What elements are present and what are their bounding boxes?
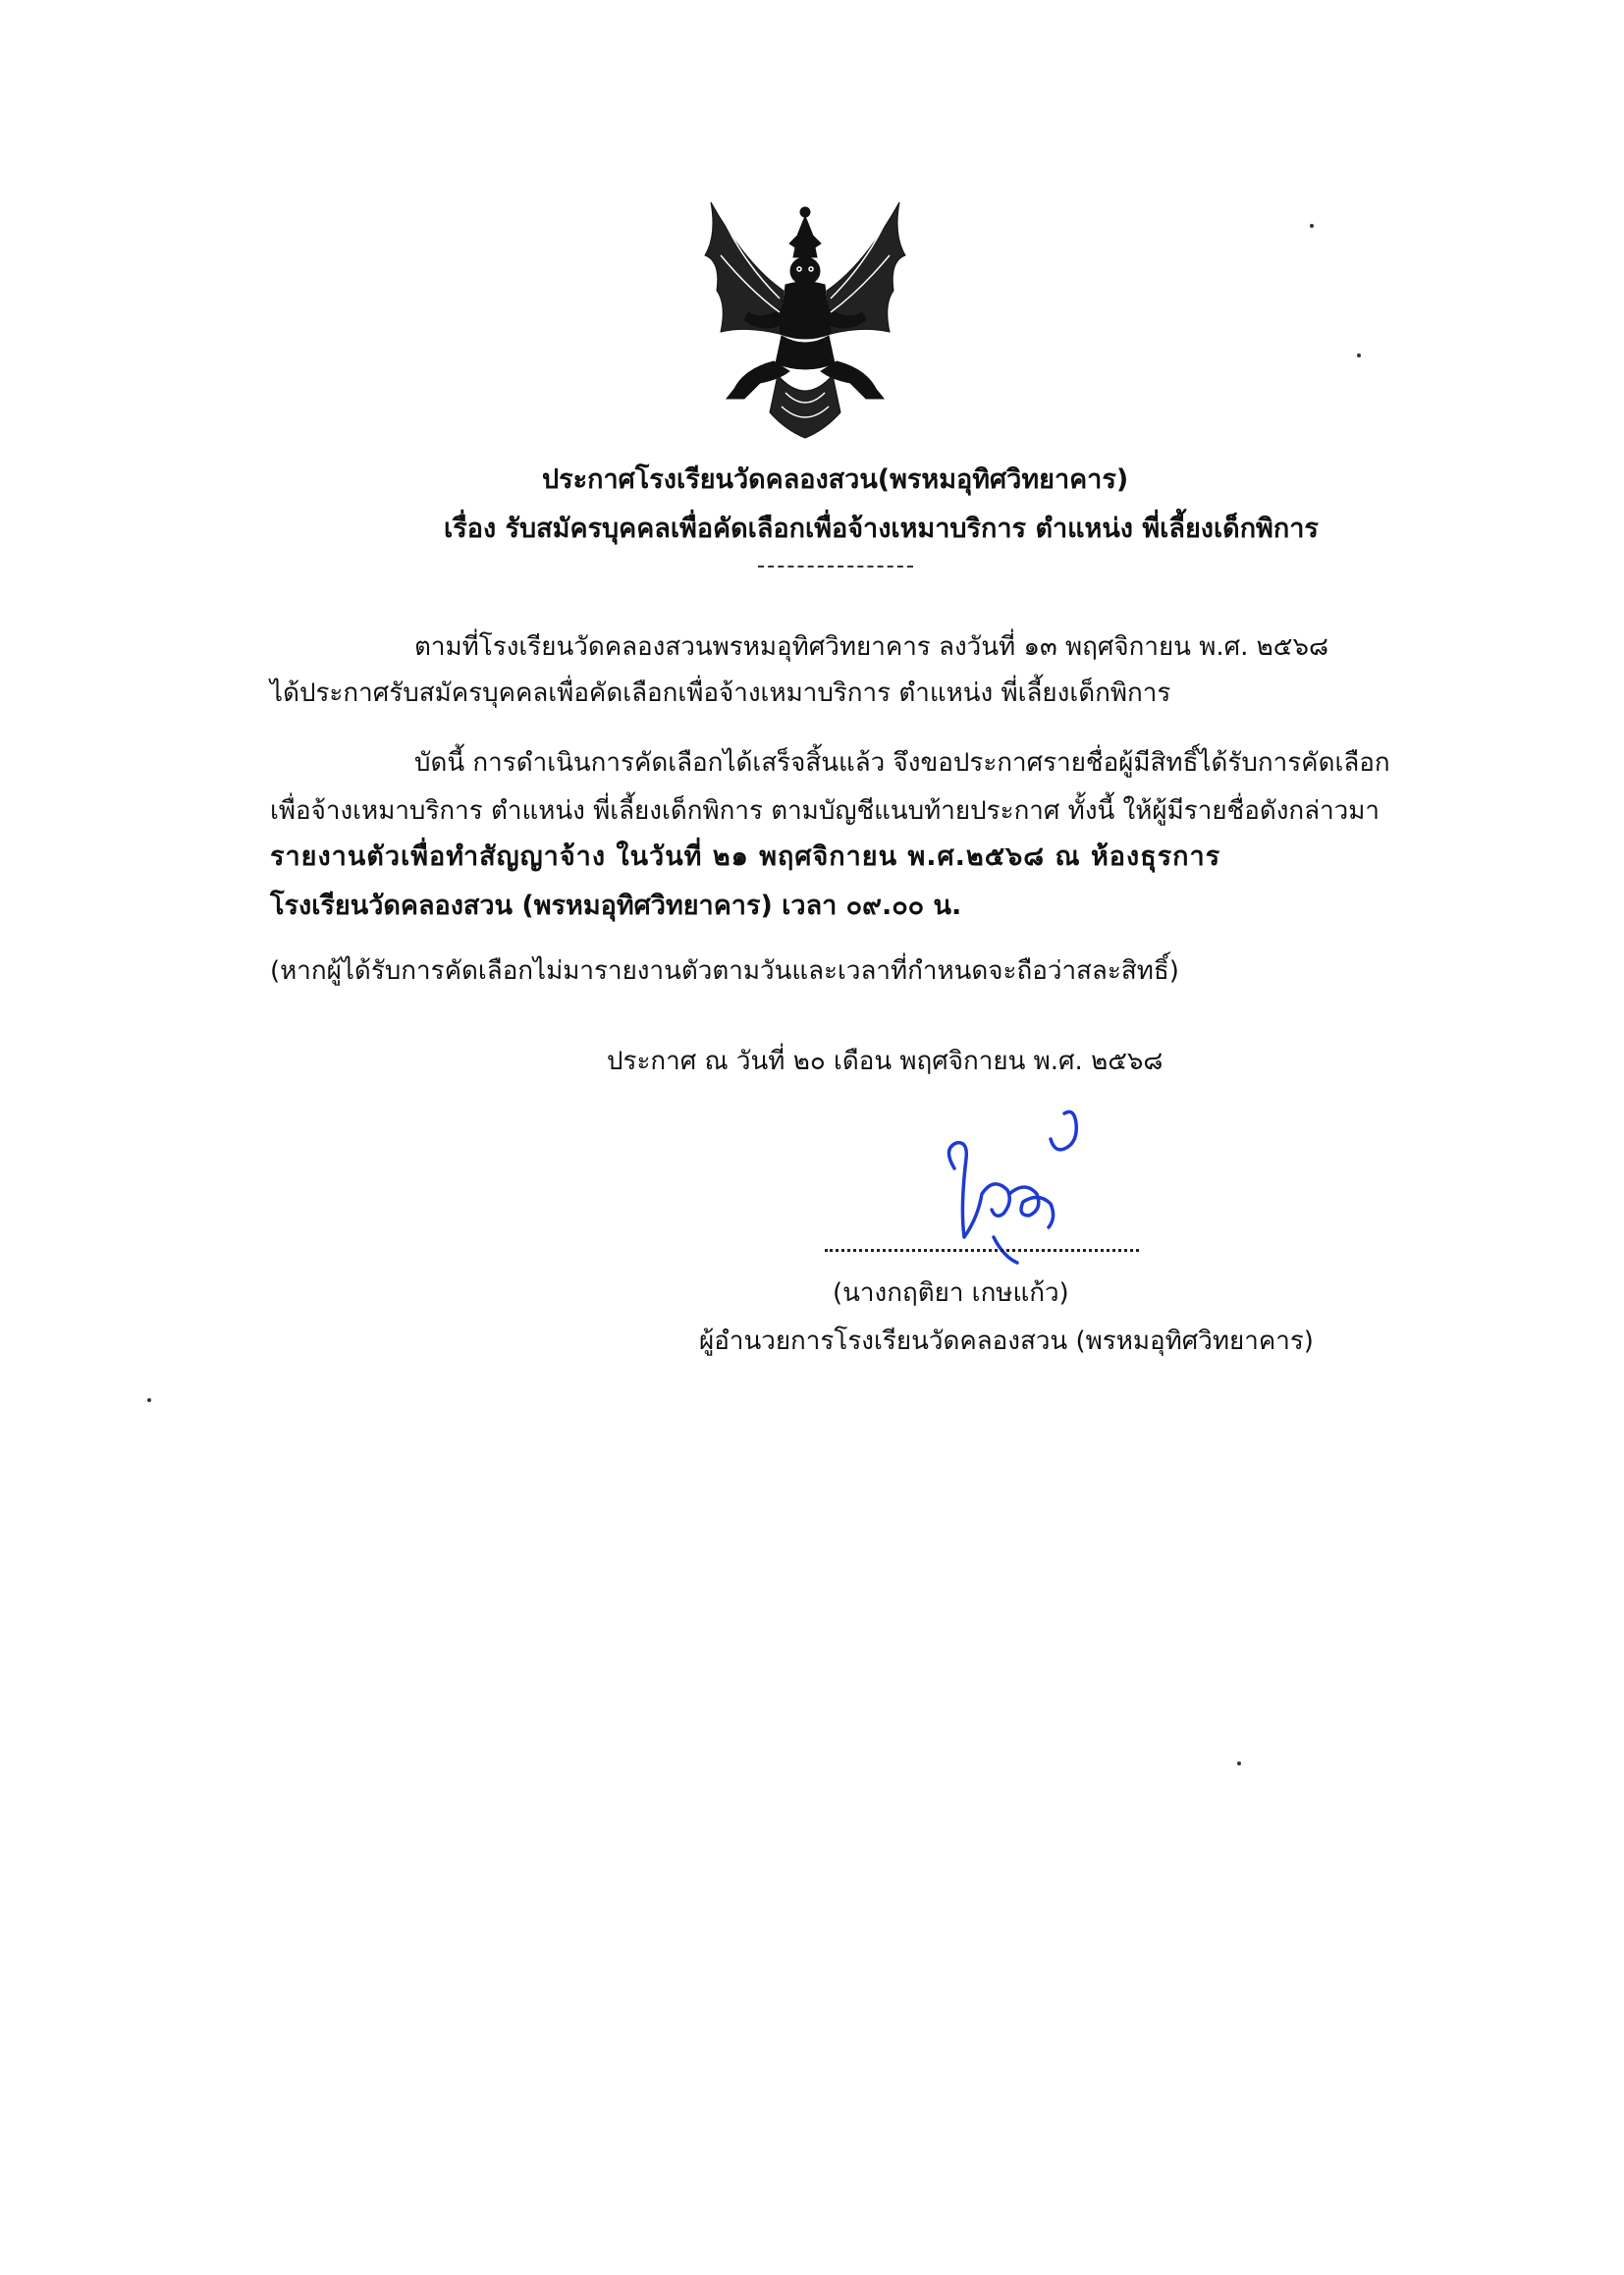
- paragraph-2-line-3: รายงานตัวเพื่อทำสัญญาจ้าง ในวันที่ ๒๑ พฤศจิกายน พ.ศ.๒๕๖๘ ณ ห้องธุรการ: [270, 841, 1221, 872]
- scan-speck: [1357, 353, 1361, 357]
- announcement-title: ประกาศโรงเรียนวัดคลองสวน(พรหมอุทิศวิทยาคาร): [542, 464, 1129, 495]
- paragraph-1-line-1: ตามที่โรงเรียนวัดคลองสวนพรหมอุทิศวิทยาคาร ลงวันที่ ๑๓ พฤศจิกายน พ.ศ. ๒๕๖๘: [414, 632, 1329, 662]
- signer-position: ผู้อำนวยการโรงเรียนวัดคลองสวน (พรหมอุทิศวิทยาคาร): [699, 1327, 1314, 1356]
- forfeit-note: (หากผู้ได้รับการคัดเลือกไม่มารายงานตัวตามวันและเวลาที่กำหนดจะถือว่าสละสิทธิ์): [270, 956, 1179, 986]
- announcement-date: ประกาศ ณ วันที่ ๒๐ เดือน พฤศจิกายน พ.ศ. ๒๕๖๘: [607, 1047, 1164, 1076]
- garuda-emblem-icon: [687, 196, 923, 444]
- paragraph-1-line-2: ได้ประกาศรับสมัครบุคคลเพื่อคัดเลือกเพื่อจ้างเหมาบริการ ตำแหน่ง พี่เลี้ยงเด็กพิการ: [270, 678, 1171, 708]
- scan-speck: [1310, 224, 1314, 228]
- title-separator: [758, 566, 913, 568]
- scan-speck: [1237, 1761, 1241, 1765]
- paragraph-2-line-2: เพื่อจ้างเหมาบริการ ตำแหน่ง พี่เลี้ยงเด็กพิการ ตามบัญชีแนบท้ายประกาศ ทั้งนี้ ให้ผู้มีรายชื่อดังกล่าวมา: [270, 796, 1380, 826]
- handwritten-signature: [935, 1100, 1102, 1272]
- paragraph-2-line-1: บัดนี้ การดำเนินการคัดเลือกได้เสร็จสิ้นแล้ว จึงขอประกาศรายชื่อผู้มีสิทธิ์ได้รับการคัดเลือก: [414, 748, 1390, 778]
- paragraph-2-line-4: โรงเรียนวัดคลองสวน (พรหมอุทิศวิทยาคาร) เวลา ๐๙.๐๐ น.: [270, 891, 962, 921]
- signer-name: (นางกฤติยา เกษแก้ว): [833, 1278, 1069, 1308]
- announcement-subject: เรื่อง รับสมัครบุคคลเพื่อคัดเลือกเพื่อจ้างเหมาบริการ ตำแหน่ง พี่เลี้ยงเด็กพิการ: [444, 514, 1319, 544]
- scan-speck: [147, 1398, 151, 1402]
- signature-line: [825, 1249, 1139, 1252]
